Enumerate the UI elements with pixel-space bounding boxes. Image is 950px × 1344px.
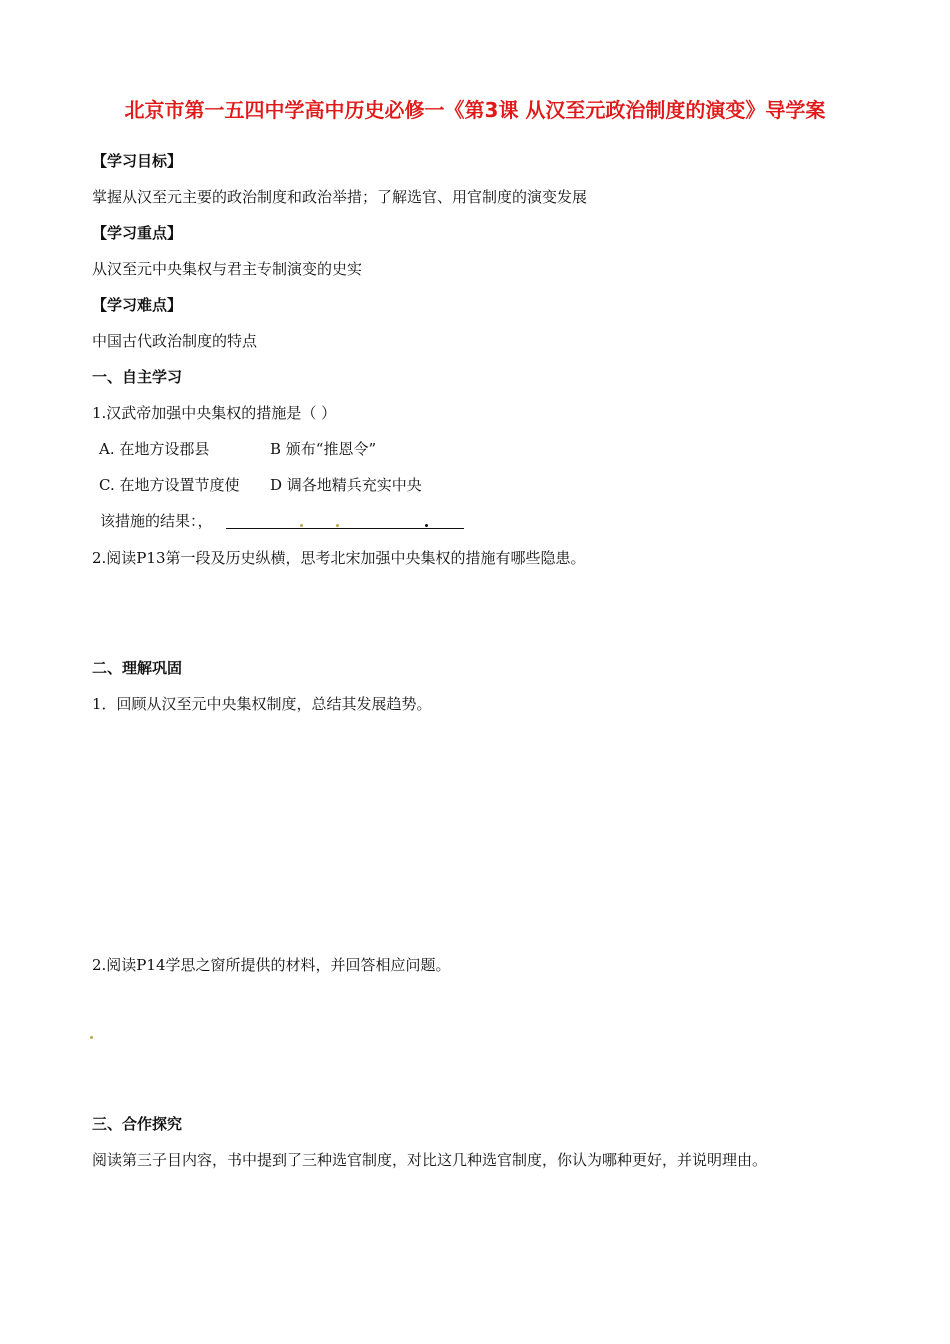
key-points-heading: 【学习重点】 xyxy=(92,224,183,242)
objectives-text: 掌握从汉至元主要的政治制度和政治举措；了解选官、用官制度的演变发展 xyxy=(92,188,588,206)
page-title: 北京市第一五四中学高中历史必修一《第3课 从汉至元政治制度的演变》导学案 xyxy=(124,98,826,122)
objectives-heading: 【学习目标】 xyxy=(92,152,183,170)
key-points-text: 从汉至元中央集权与君主专制演变的史实 xyxy=(92,260,363,278)
option-d: D 调各地精兵充实中央 xyxy=(270,476,422,494)
section2-heading: 二、理解巩固 xyxy=(92,659,183,677)
option-c: C. 在地方设置节度使 xyxy=(99,476,240,494)
option-a: A. 在地方设郡县 xyxy=(99,440,210,458)
mark-dot xyxy=(90,1036,93,1039)
mark-dot xyxy=(336,524,339,527)
option-b: B 颁布“推恩令” xyxy=(270,440,377,458)
section2-question-1: 1．回顾从汉至元中央集权制度，总结其发展趋势。 xyxy=(92,695,432,713)
difficulties-text: 中国古代政治制度的特点 xyxy=(92,332,258,350)
section2-question-2: 2.阅读P14学思之窗所提供的材料，并回答相应问题。 xyxy=(92,956,451,974)
section1-heading: 一、自主学习 xyxy=(92,368,183,386)
answer-blank-line xyxy=(226,528,464,529)
result-label: 该措施的结果：， xyxy=(100,512,213,530)
section3-heading: 三、合作探究 xyxy=(92,1115,183,1133)
section3-text: 阅读第三子目内容，书中提到了三种选官制度，对比这几种选官制度，你认为哪种更好，并说明理由。 xyxy=(92,1151,768,1169)
section1-question-2: 2.阅读P13第一段及历史纵横，思考北宋加强中央集权的措施有哪些隐患。 xyxy=(92,549,586,567)
mark-dot xyxy=(300,524,303,527)
section1-question-1: 1.汉武帝加强中央集权的措施是（ ） xyxy=(92,404,337,422)
mark-dot xyxy=(425,524,428,527)
difficulties-heading: 【学习难点】 xyxy=(92,296,183,314)
